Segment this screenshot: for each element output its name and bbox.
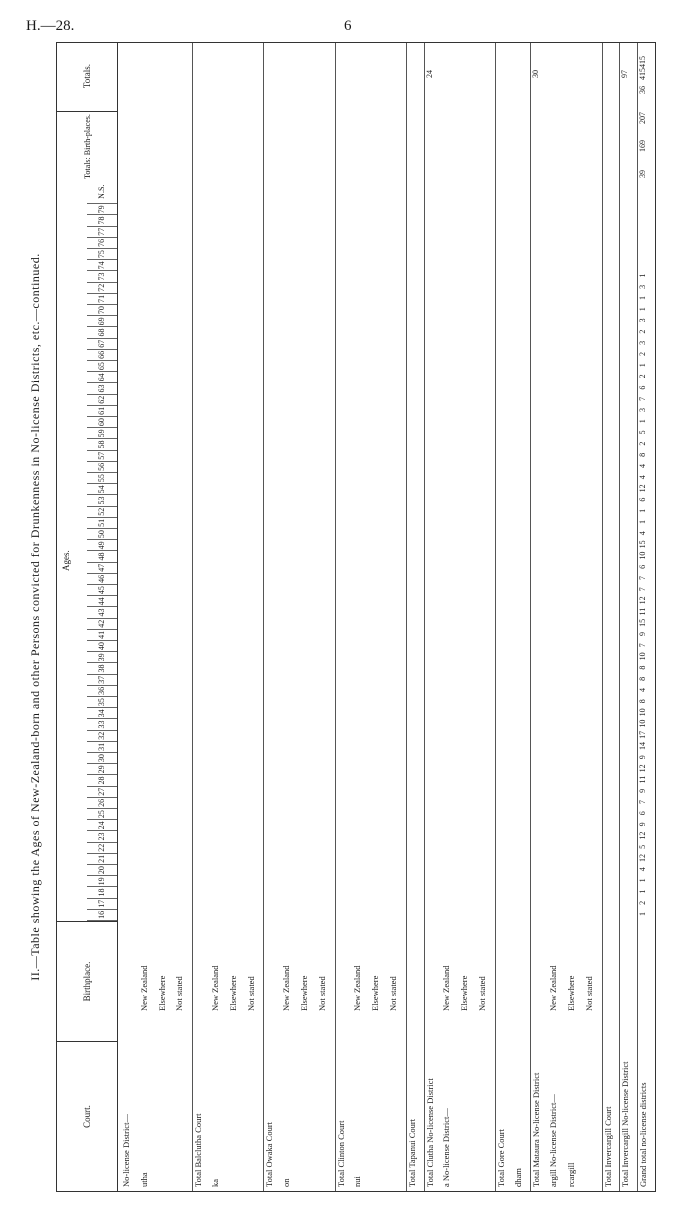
row-birthplace: New Zealand <box>138 965 149 1011</box>
age-column-header: 34 <box>87 708 117 719</box>
age-column-header: 55 <box>87 473 117 484</box>
table-row <box>530 43 549 1191</box>
age-column-header: 48 <box>87 551 117 562</box>
age-column-header: 32 <box>87 731 117 742</box>
grand-total-cell: 5 <box>638 844 648 849</box>
grand-total-cell: 11 <box>638 607 648 616</box>
table-row <box>174 43 192 1191</box>
grand-total-cell: 14 <box>638 742 648 750</box>
grand-total-cell: 12 <box>638 854 648 862</box>
table-row <box>299 43 317 1191</box>
row-total: 24 <box>424 70 434 78</box>
age-column-header: 40 <box>87 641 117 652</box>
grand-total-cell: 9 <box>638 822 648 827</box>
grand-total-summary: 415 <box>638 56 648 68</box>
age-column-header: 25 <box>87 809 117 820</box>
row-birthplace: Elsewhere <box>156 975 167 1011</box>
grand-total-cell: 17 <box>638 730 648 739</box>
header-birthplace: Birthplace. <box>57 921 117 1041</box>
age-column-header: 21 <box>87 854 117 865</box>
grand-total-cell: 2 <box>638 900 648 905</box>
age-column-header: 19 <box>87 876 117 887</box>
grand-total-cell: 6 <box>638 811 648 816</box>
row-birthplace: Not stated <box>316 976 327 1011</box>
age-column-header: 61 <box>87 406 117 417</box>
age-column-header: 68 <box>87 327 117 338</box>
row-birthplace: Not stated <box>174 976 185 1011</box>
age-column-header: 35 <box>87 697 117 708</box>
age-column-header: 31 <box>87 742 117 753</box>
row-court: Total Owaka Court <box>264 1121 275 1187</box>
grand-total-cell: 7 <box>638 576 648 580</box>
table-row <box>263 43 282 1191</box>
grand-total-cell: 1 <box>638 307 648 312</box>
row-birthplace: Not stated <box>245 976 256 1011</box>
table-row <box>281 43 299 1191</box>
age-column-header: 70 <box>87 305 117 316</box>
row-court: Total Balclutha Court <box>193 1113 204 1187</box>
row-birthplace: New Zealand <box>352 965 363 1011</box>
grand-total-cell: 6 <box>638 564 648 569</box>
grand-total-cell: 3 <box>638 284 648 289</box>
age-column-header: 44 <box>87 596 117 607</box>
grand-total-summary: 39 <box>638 170 648 178</box>
age-column-header: 45 <box>87 585 117 596</box>
age-column-header: 56 <box>87 462 117 473</box>
grand-total-cell: 1 <box>638 419 648 424</box>
grand-total-cell: 11 <box>638 775 648 784</box>
row-court: Total Clinton Court <box>335 1120 346 1187</box>
age-column-header: 29 <box>87 764 117 775</box>
age-column-header: 59 <box>87 428 117 439</box>
row-birthplace: New Zealand <box>281 965 292 1011</box>
grand-total-cell: 2 <box>638 352 648 356</box>
grand-total-summary: 36 <box>638 86 648 94</box>
row-birthplace: New Zealand <box>210 965 220 1011</box>
age-column-header: 65 <box>87 361 117 372</box>
age-column-header: 22 <box>87 843 117 854</box>
row-court: Total Gore Court <box>495 1129 506 1187</box>
grand-total-cell: 8 <box>638 452 648 457</box>
row-birthplace: New Zealand <box>548 965 559 1011</box>
age-column-header: 69 <box>87 316 117 327</box>
age-column-header: 74 <box>87 260 117 271</box>
row-birthplace: Not stated <box>388 976 398 1011</box>
grand-total-cell: 3 <box>638 408 648 412</box>
grand-total-cell: 7 <box>638 587 648 592</box>
row-birthplace: New Zealand <box>441 965 452 1011</box>
row-birthplace: Elsewhere <box>299 975 309 1011</box>
age-column-header: 73 <box>87 271 117 282</box>
table-row <box>406 43 425 1191</box>
age-column-header: 27 <box>87 787 117 798</box>
grand-total-cell: 12 <box>638 484 648 493</box>
age-column-header: 23 <box>87 831 117 842</box>
row-birthplace: Elsewhere <box>370 975 381 1011</box>
row-birthplace: Elsewhere <box>227 975 238 1011</box>
grand-total-cell: 1 <box>638 296 648 300</box>
grand-total-cell: 1 <box>638 878 648 883</box>
table-row <box>424 43 443 1191</box>
age-column-header: 67 <box>87 339 117 350</box>
table-row <box>548 43 566 1191</box>
report-reference: H.—28. <box>26 18 75 34</box>
grand-total-cell: 1 <box>638 363 648 368</box>
grand-total-cell: 8 <box>638 676 648 681</box>
age-column-header: 41 <box>87 630 117 641</box>
header-ages: Ages. <box>61 550 71 571</box>
grand-total-cell: 1 <box>638 508 648 513</box>
age-column-header: 49 <box>87 540 117 551</box>
row-court: Total Tapanui Court <box>406 1118 417 1187</box>
grand-total-cell: 12 <box>638 596 648 605</box>
grand-total-cell: 9 <box>638 755 648 760</box>
age-column-header: 72 <box>87 283 117 294</box>
header-totals-birthplaces: Totals: Birth-places. <box>57 111 117 181</box>
grand-total-cell: 7 <box>638 643 648 648</box>
age-column-header: 33 <box>87 719 117 730</box>
grand-total-cell: 2 <box>638 329 648 334</box>
row-total: 97 <box>620 70 630 78</box>
table-row <box>246 43 264 1191</box>
age-column-header: 66 <box>87 350 117 361</box>
row-court: on <box>281 1178 292 1187</box>
grand-total-cell: 10 <box>638 719 648 728</box>
table-row <box>637 43 656 1191</box>
grand-total-cell: 9 <box>638 788 648 793</box>
grand-total-cell: 2 <box>638 374 648 379</box>
row-birthplace: Not stated <box>477 976 487 1011</box>
age-column-header: 28 <box>87 775 117 786</box>
row-court: No-license District— <box>121 1114 131 1187</box>
grand-total-cell: 7 <box>638 396 648 401</box>
age-column-header: 36 <box>87 686 117 697</box>
row-court: nui <box>352 1176 363 1187</box>
grand-total-cell: 8 <box>638 699 648 704</box>
table-row <box>619 43 638 1191</box>
age-column-header: 77 <box>87 227 117 238</box>
age-column-ns: N.S. <box>87 180 117 204</box>
age-column-header: 51 <box>87 518 117 529</box>
age-column-header: 39 <box>87 652 117 663</box>
grand-total-cell: 1 <box>638 912 648 916</box>
table-title: II.—Table showing the Ages of New-Zealand-born and other Persons convicted for Drunkenness in No-license Districts, etc.—continued. <box>28 253 42 981</box>
age-column-header: 47 <box>87 563 117 574</box>
age-column-header: 54 <box>87 484 117 495</box>
header-court: Court. <box>57 1041 117 1191</box>
table-row <box>477 43 495 1191</box>
grand-total-cell: 4 <box>638 464 648 468</box>
rotated-table-container <box>28 42 668 1192</box>
grand-total-cell: 3 <box>638 318 648 323</box>
age-column-header: 57 <box>87 451 117 462</box>
grand-total-cell: 4 <box>638 475 648 480</box>
page-header <box>0 18 700 42</box>
age-column-header: 17 <box>87 899 117 910</box>
age-column-header: 75 <box>87 249 117 260</box>
grand-total-cell: 15 <box>638 618 648 627</box>
age-column-header: 24 <box>87 820 117 831</box>
age-column-header: 46 <box>87 574 117 585</box>
grand-total-cell: 10 <box>638 708 648 717</box>
grand-total-cell: 1 <box>638 889 648 894</box>
table-row <box>157 43 175 1191</box>
grand-total-cell: 3 <box>638 340 648 345</box>
age-column-header: 16 <box>87 910 117 921</box>
table-row <box>459 43 477 1191</box>
grand-total-cell: 1 <box>638 273 648 278</box>
row-total: 415 <box>638 68 648 80</box>
age-column-header: 60 <box>87 417 117 428</box>
table-row <box>228 43 246 1191</box>
page-number: 6 <box>344 18 352 34</box>
table-row <box>121 43 139 1191</box>
table-row <box>441 43 459 1191</box>
age-column-header: 30 <box>87 753 117 764</box>
age-column-header: 62 <box>87 395 117 406</box>
table-row <box>317 43 335 1191</box>
age-column-header: 58 <box>87 439 117 450</box>
grand-total-summary: 169 <box>638 140 648 152</box>
table-row <box>495 43 514 1191</box>
age-column-header: 52 <box>87 507 117 518</box>
table-row <box>584 43 602 1191</box>
age-column-header: 38 <box>87 663 117 674</box>
row-court: argill No-license District— <box>548 1094 559 1187</box>
age-column-header: 43 <box>87 607 117 618</box>
age-column-header: 71 <box>87 294 117 305</box>
age-column-header: 79 <box>87 204 117 215</box>
row-birthplace: Elsewhere <box>459 975 470 1011</box>
grand-total-cell: 6 <box>638 497 648 502</box>
age-column-header: 20 <box>87 865 117 876</box>
age-column-header: 42 <box>87 619 117 630</box>
grand-total-cell: 4 <box>638 867 648 872</box>
table-row <box>388 43 406 1191</box>
grand-total-cell: 4 <box>638 531 648 536</box>
grand-total-cell: 5 <box>638 430 648 435</box>
age-column-header: 26 <box>87 798 117 809</box>
grand-total-cell: 2 <box>638 441 648 446</box>
row-birthplace: Elsewhere <box>566 975 576 1011</box>
table-row <box>139 43 157 1191</box>
table-row <box>192 43 211 1191</box>
age-column-header: 63 <box>87 383 117 394</box>
row-court: Total Invercargill No-license District <box>620 1061 631 1187</box>
age-column-header: 76 <box>87 238 117 249</box>
row-court: utha <box>138 1172 149 1187</box>
grand-total-cell: 12 <box>638 764 648 773</box>
header-totals: Totals. <box>82 63 92 89</box>
row-court: Total Invercargill Court <box>602 1106 613 1187</box>
age-column-header: 50 <box>87 529 117 540</box>
table-row <box>352 43 370 1191</box>
table-row <box>370 43 388 1191</box>
grand-total-summary: 207 <box>638 112 648 124</box>
table-row <box>513 43 531 1191</box>
age-column-header: 64 <box>87 372 117 383</box>
table-row <box>566 43 584 1191</box>
grand-total-cell: 7 <box>638 800 648 804</box>
row-total: 30 <box>531 70 541 78</box>
grand-total-cell: 10 <box>638 551 648 560</box>
row-court: rcargill <box>566 1162 576 1187</box>
row-court: a No-license District— <box>441 1108 452 1187</box>
row-court: Total Mataura No-license District <box>531 1072 542 1187</box>
table-row <box>602 43 621 1191</box>
row-court: ka <box>210 1178 220 1187</box>
row-court: dham <box>512 1168 523 1187</box>
age-column-header: 18 <box>87 887 117 898</box>
row-birthplace: Not stated <box>583 976 594 1011</box>
grand-total-cell: 1 <box>638 520 648 524</box>
table-row <box>335 43 354 1191</box>
grand-total-cell: 9 <box>638 632 648 636</box>
table-row <box>210 43 228 1191</box>
grand-total-cell: 8 <box>638 665 648 670</box>
row-court: Grand total no-license districts <box>638 1082 649 1187</box>
age-column-header: 78 <box>87 215 117 226</box>
row-court: Total Clutha No-license District <box>424 1078 435 1187</box>
grand-total-cell: 6 <box>638 385 648 390</box>
age-column-header: 37 <box>87 675 117 686</box>
grand-total-cell: 15 <box>638 540 648 549</box>
ages-table <box>56 42 656 1192</box>
grand-total-cell: 4 <box>638 688 648 692</box>
age-column-header: 53 <box>87 495 117 506</box>
grand-total-cell: 12 <box>638 831 648 840</box>
grand-total-cell: 10 <box>638 652 648 661</box>
